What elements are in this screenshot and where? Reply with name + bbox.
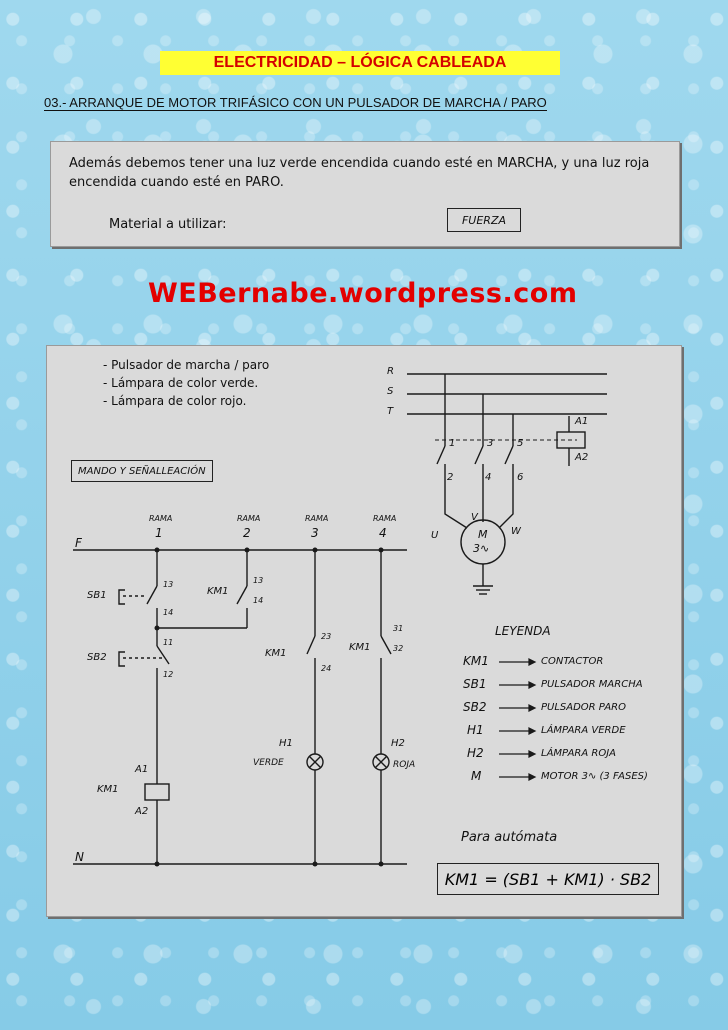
sb2-label: SB2 <box>87 652 107 663</box>
material-item-3: - Lámpara de color rojo. <box>103 394 247 408</box>
legend-key-m: M <box>471 769 482 783</box>
legend-val-sb1: PULSADOR MARCHA <box>541 679 643 690</box>
contact-6: 6 <box>517 472 524 483</box>
intro-line-2: encendida cuando esté en PARO. <box>69 175 284 190</box>
rama-2-num: 2 <box>243 526 251 540</box>
motor-v: V <box>471 512 478 523</box>
contact-2: 2 <box>447 472 454 483</box>
km1-r4-32: 32 <box>393 644 404 653</box>
sb2-11: 11 <box>163 638 174 647</box>
km1-aux-14: 14 <box>253 596 264 605</box>
rama-3-label: RAMA <box>305 514 329 523</box>
coil-a2-power: A2 <box>575 452 589 463</box>
legend-key-sb2: SB2 <box>463 700 487 714</box>
km1-r3-24: 24 <box>321 664 332 673</box>
km1-r3-23: 23 <box>321 632 332 641</box>
phase-t: T <box>387 406 394 417</box>
legend-val-sb2: PULSADOR PARO <box>541 702 626 713</box>
coil-a1-power: A1 <box>575 416 589 427</box>
material-item-1: - Pulsador de marcha / paro <box>103 358 270 372</box>
h1-label: H1 <box>279 738 293 749</box>
h1-color: VERDE <box>253 758 284 768</box>
motor-w: W <box>511 526 521 537</box>
sb1-label: SB1 <box>87 590 107 601</box>
motor-u: U <box>431 530 439 541</box>
material-label: Material a utilizar: <box>109 217 227 232</box>
diagram-scan <box>46 345 682 917</box>
coil-label: KM1 <box>97 784 119 795</box>
h2-label: H2 <box>391 738 405 749</box>
legend-val-h2: LÁMPARA ROJA <box>541 748 616 759</box>
coil-a1: A1 <box>135 764 149 775</box>
intro-line-1: Además debemos tener una luz verde encendida cuando esté en MARCHA, y una luz roja <box>69 156 650 171</box>
phase-r: R <box>387 366 394 377</box>
line-f: F <box>75 536 82 550</box>
legend-key-h1: H1 <box>467 723 484 737</box>
line-n: N <box>75 850 84 864</box>
automaton-formula: KM1 = (SB1 + KM1) · SB2 <box>437 863 659 895</box>
website-watermark: WEBernabe.wordpress.com <box>148 278 578 309</box>
legend-val-h1: LÁMPARA VERDE <box>541 725 626 736</box>
fuerza-box: FUERZA <box>447 208 521 232</box>
contact-5: 5 <box>517 438 524 449</box>
motor-label: M <box>478 528 488 541</box>
motor-sub: 3∿ <box>473 542 490 555</box>
rama-1-num: 1 <box>155 526 163 540</box>
km1-r4-31: 31 <box>393 624 404 633</box>
rama-1-label: RAMA <box>149 514 173 523</box>
legend-key-sb1: SB1 <box>463 677 487 691</box>
intro-scan <box>50 141 680 247</box>
rama-3-num: 3 <box>311 526 319 540</box>
coil-a2: A2 <box>135 806 149 817</box>
legend-title: LEYENDA <box>495 624 551 638</box>
phase-s: S <box>387 386 394 397</box>
material-item-2: - Lámpara de color verde. <box>103 376 259 390</box>
sb1-13: 13 <box>163 580 174 589</box>
exercise-subtitle: 03.- ARRANQUE DE MOTOR TRIFÁSICO CON UN PULSADOR DE MARCHA / PARO <box>44 95 547 110</box>
automaton-label: Para autómata <box>461 830 558 845</box>
sb2-12: 12 <box>163 670 174 679</box>
rama-2-label: RAMA <box>237 514 261 523</box>
legend-val-m: MOTOR 3∿ (3 FASES) <box>541 771 648 782</box>
page-title: ELECTRICIDAD – LÓGICA CABLEADA <box>160 51 560 75</box>
rama-4-num: 4 <box>379 526 387 540</box>
wiring-diagram <box>47 346 681 916</box>
contact-4: 4 <box>485 472 492 483</box>
km1-aux-13: 13 <box>253 576 264 585</box>
km1-r4-label: KM1 <box>349 642 371 653</box>
rama-4-label: RAMA <box>373 514 397 523</box>
h2-color: ROJA <box>393 760 416 770</box>
contact-1: 1 <box>449 438 456 449</box>
legend-key-h2: H2 <box>467 746 484 760</box>
contact-3: 3 <box>487 438 494 449</box>
legend-key-km1: KM1 <box>463 654 489 668</box>
km1-aux-label: KM1 <box>207 586 229 597</box>
km1-r3-label: KM1 <box>265 648 287 659</box>
sb1-14: 14 <box>163 608 174 617</box>
mando-label-box: MANDO Y SEÑALLEACIÓN <box>71 460 213 482</box>
legend-val-km1: CONTACTOR <box>541 656 604 667</box>
